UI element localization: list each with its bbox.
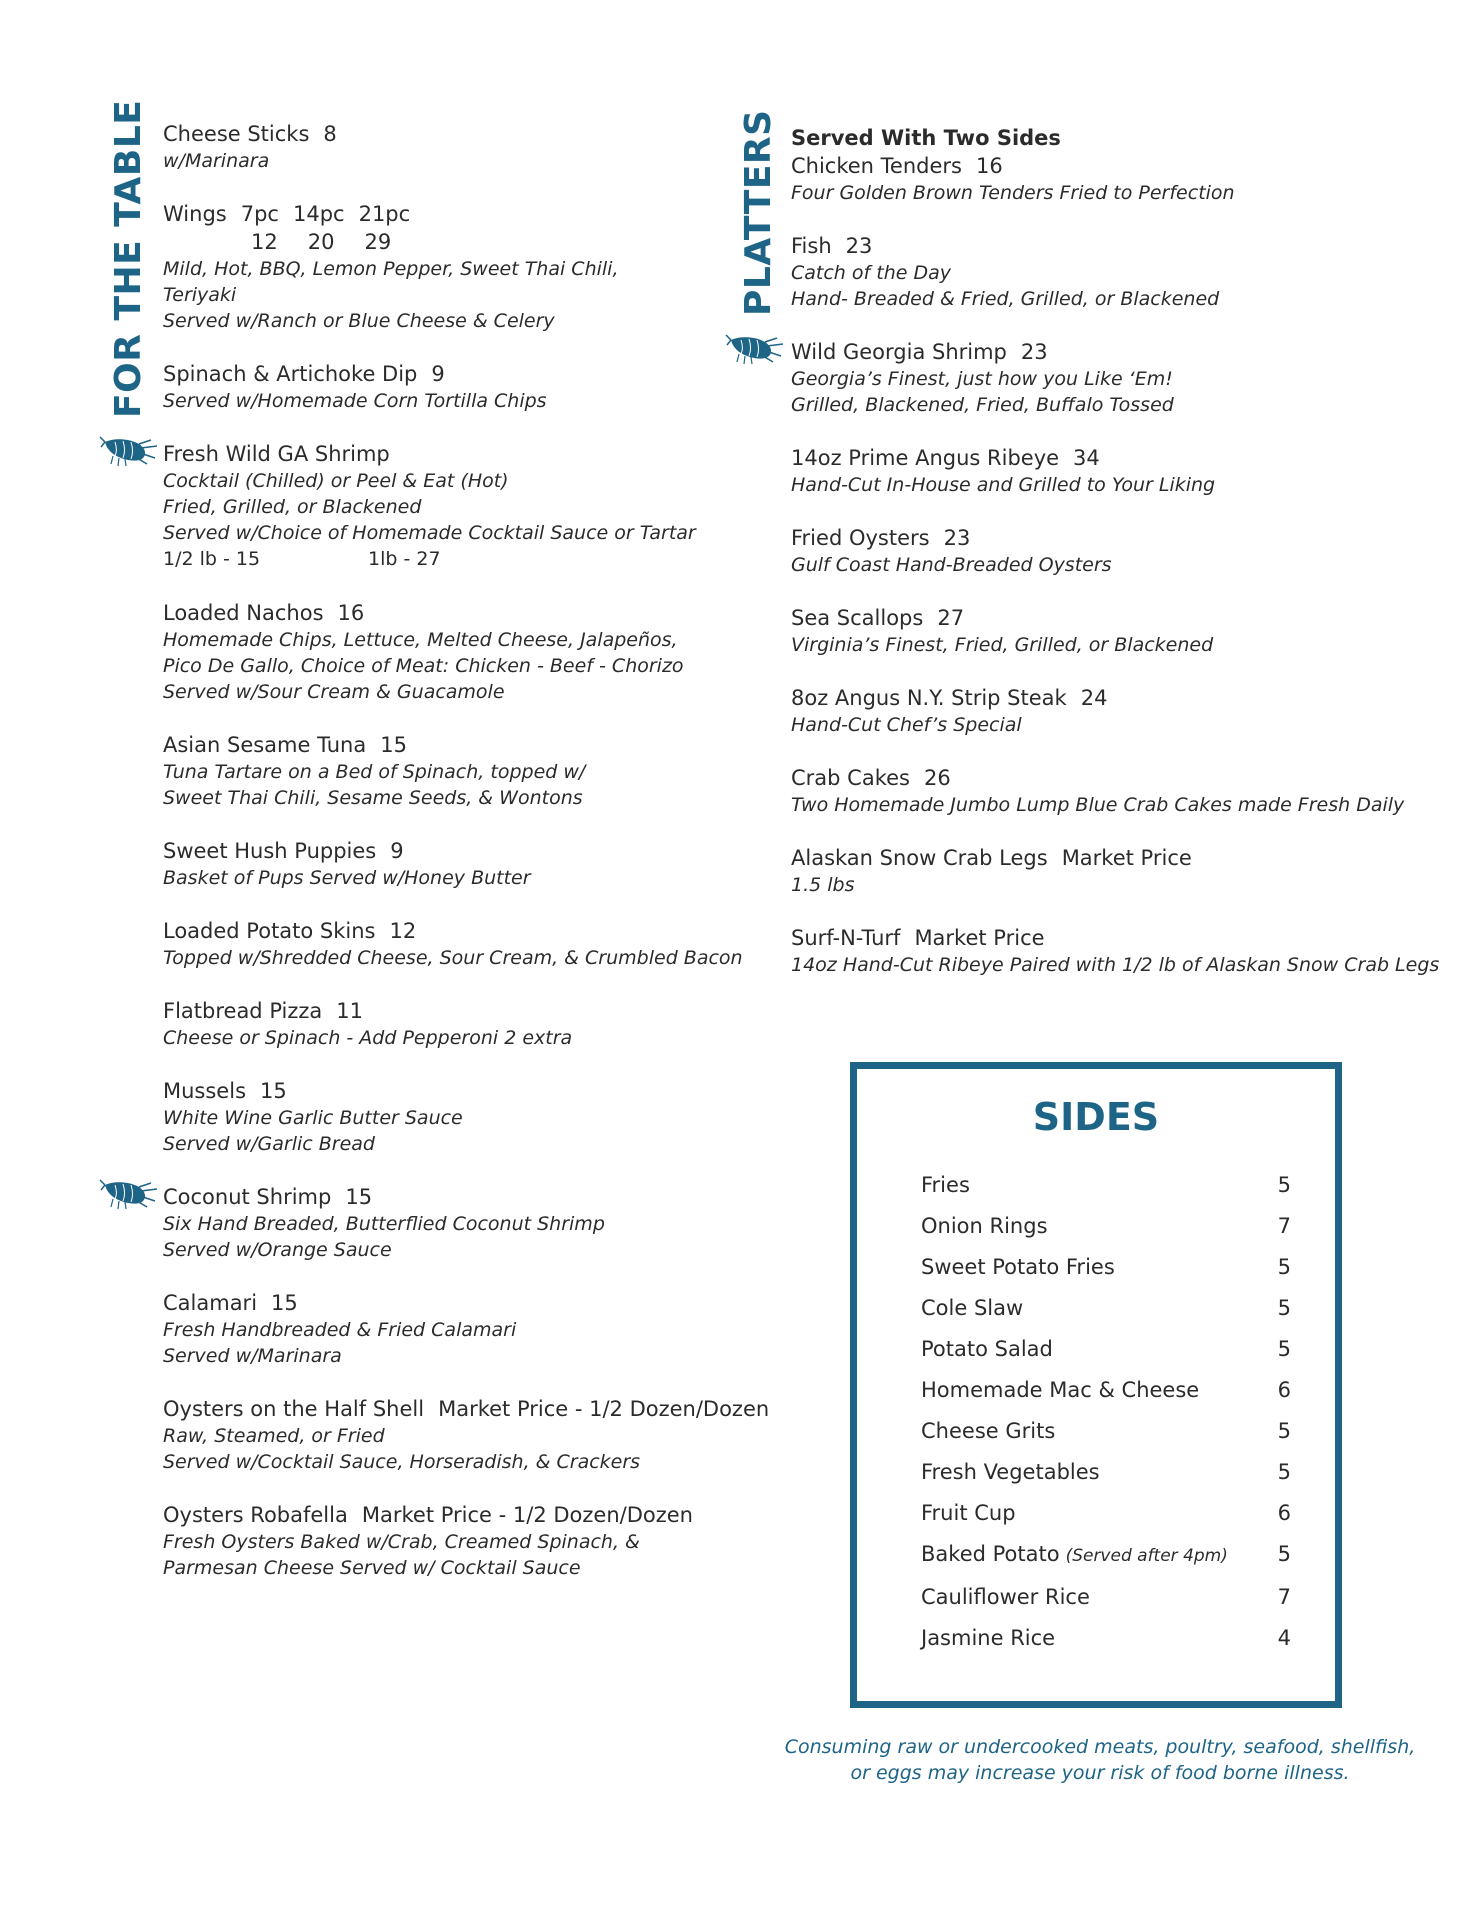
item-description: Hand-Cut In-House and Grilled to Your Liking (791, 474, 1216, 496)
menu-item (163, 599, 763, 705)
side-name (921, 1247, 1115, 1288)
section-label-platters: PLATTERS (738, 109, 779, 316)
item-price: Market Price - 1/2 Dozen/Dozen (438, 1397, 770, 1421)
item-name: Cheese Sticks (163, 122, 310, 146)
item-price: 15 (271, 1291, 298, 1315)
item-description: Gulf Coast Hand-Breaded Oysters (791, 554, 1112, 576)
item-description: Two Homemade Jumbo Lump Blue Crab Cakes made Fresh Daily (791, 794, 1405, 816)
item-title-line (163, 917, 763, 945)
item-title-line (163, 599, 763, 627)
item-description: Served w/Ranch or Blue Cheese & Celery (163, 310, 555, 332)
item-price: 26 (923, 766, 951, 790)
side-name-text: Fresh Vegetables (921, 1460, 1100, 1484)
item-title-line (791, 764, 1461, 792)
item-price: Market Price - 1/2 Dozen/Dozen (361, 1503, 693, 1527)
side-name (921, 1288, 1023, 1329)
item-title-line (791, 924, 1461, 952)
item-title-line (163, 997, 763, 1025)
shrimp-icon (99, 434, 161, 468)
side-item (921, 1165, 1291, 1206)
wing-price: 20 (307, 230, 335, 254)
item-name: Loaded Nachos (163, 601, 324, 625)
item-price: 9 (390, 839, 404, 863)
item-name: Alaskan Snow Crab Legs (791, 846, 1048, 870)
side-name (921, 1329, 1053, 1370)
side-name (921, 1577, 1090, 1618)
menu-item (163, 200, 763, 334)
side-name-text: Fries (921, 1173, 970, 1197)
item-description: Topped w/Shredded Cheese, Sour Cream, & Crumbled Bacon (163, 947, 743, 969)
item-name: Fish (791, 234, 832, 258)
wing-size: 7pc (240, 202, 279, 226)
item-description: w/Marinara (163, 150, 270, 172)
item-name: Chicken Tenders (791, 154, 962, 178)
item-title-line (791, 684, 1461, 712)
side-price: 5 (1277, 1173, 1291, 1197)
side-price: 5 (1277, 1296, 1291, 1320)
item-description: Served w/Sour Cream & Guacamole (163, 681, 505, 703)
menu-item (163, 120, 763, 174)
item-description: 14oz Hand-Cut Ribeye Paired with 1/2 lb of Alaskan Snow Crab Legs (791, 954, 1440, 976)
item-description: Teriyaki (163, 284, 237, 306)
side-name (921, 1411, 1055, 1452)
side-item (921, 1493, 1291, 1534)
item-description: Pico De Gallo, Choice of Meat: Chicken - Beef - Chorizo (163, 655, 684, 677)
side-item (921, 1206, 1291, 1247)
item-description: Served w/Cocktail Sauce, Horseradish, & Crackers (163, 1451, 641, 1473)
item-title-line (163, 1077, 763, 1105)
side-price: 7 (1277, 1585, 1291, 1609)
side-name (921, 1493, 1016, 1534)
item-name: Crab Cakes (791, 766, 910, 790)
item-price: 15 (380, 733, 407, 757)
item-name: Spinach & Artichoke Dip (163, 362, 418, 386)
menu-item (791, 152, 1461, 206)
item-price: 16 (337, 601, 365, 625)
side-name-text: Onion Rings (921, 1214, 1048, 1238)
side-price: 7 (1277, 1214, 1291, 1238)
item-name: 8oz Angus N.Y. Strip Steak (791, 686, 1067, 710)
food-safety-note (770, 1734, 1430, 1786)
item-description: Parmesan Cheese Served w/ Cocktail Sauce (163, 1557, 581, 1579)
item-price: 11 (336, 999, 363, 1023)
item-title-line (163, 440, 763, 468)
side-name-text: Jasmine Rice (921, 1626, 1056, 1650)
side-name (921, 1452, 1100, 1493)
side-price: 6 (1277, 1501, 1291, 1525)
shrimp-icon (725, 332, 787, 366)
item-title-line (163, 1395, 770, 1423)
platters-heading: Served With Two Sides (791, 126, 1061, 150)
item-name: Oysters Robafella (163, 1503, 348, 1527)
item-title-line (791, 232, 1461, 260)
side-name-text: Sweet Potato Fries (921, 1255, 1115, 1279)
item-description: Mild, Hot, BBQ, Lemon Pepper, Sweet Thai Chili, (163, 258, 619, 280)
menu-item (163, 360, 763, 414)
item-description: Fried, Grilled, or Blackened (163, 496, 422, 518)
menu-item (791, 684, 1461, 738)
item-title-line (791, 524, 1461, 552)
item-description: Served w/Orange Sauce (163, 1239, 392, 1261)
menu-item (163, 997, 763, 1051)
food-safety-note-line: Consuming raw or undercooked meats, poultry, seafood, shellfish, (784, 1736, 1416, 1758)
item-size-price: 1/2 lb - 15 (163, 548, 261, 570)
item-title-line (163, 731, 763, 759)
item-title-line (163, 200, 763, 228)
item-name: Surf-N-Turf (791, 926, 901, 950)
item-description: Basket of Pups Served w/Honey Butter (163, 867, 531, 889)
item-price: 8 (323, 122, 337, 146)
wing-size: 21pc (358, 202, 411, 226)
side-item (921, 1247, 1291, 1288)
menu-item (163, 1077, 763, 1157)
item-name: Mussels (163, 1079, 247, 1103)
item-description: Cocktail (Chilled) or Peel & Eat (Hot) (163, 470, 509, 492)
item-description: Grilled, Blackened, Fried, Buffalo Tossed (791, 394, 1174, 416)
menu-item (163, 917, 763, 971)
menu-item (791, 924, 1461, 978)
item-description: Virginia’s Finest, Fried, Grilled, or Blackened (791, 634, 1214, 656)
item-description: Fresh Oysters Baked w/Crab, Creamed Spinach, & (163, 1531, 640, 1553)
menu-item (163, 1289, 763, 1369)
menu-item (163, 837, 763, 891)
wing-prices (163, 228, 763, 256)
item-title-line (163, 1289, 763, 1317)
item-price: 9 (431, 362, 445, 386)
item-description: Catch of the Day (791, 262, 951, 284)
item-description: Served w/Garlic Bread (163, 1133, 375, 1155)
side-name-text: Cole Slaw (921, 1296, 1024, 1320)
side-name-text: Homemade Mac & Cheese (921, 1378, 1200, 1402)
side-item (921, 1618, 1291, 1659)
item-description: Four Golden Brown Tenders Fried to Perfection (791, 182, 1235, 204)
food-safety-note-line: or eggs may increase your risk of food borne illness. (850, 1762, 1350, 1784)
item-name: Sea Scallops (791, 606, 924, 630)
wing-size: 14pc (292, 202, 345, 226)
menu-item (791, 844, 1461, 898)
item-sizes (163, 546, 763, 573)
item-price: Market Price (1061, 846, 1192, 870)
side-price: 5 (1277, 1542, 1291, 1566)
item-price: 15 (345, 1185, 373, 1209)
item-description: White Wine Garlic Butter Sauce (163, 1107, 463, 1129)
menu-item (163, 1183, 763, 1263)
item-description: Fresh Handbreaded & Fried Calamari (163, 1319, 517, 1341)
item-description: Served w/Homemade Corn Tortilla Chips (163, 390, 547, 412)
side-name (921, 1618, 1055, 1659)
side-price: 5 (1277, 1419, 1291, 1443)
item-name: Coconut Shrimp (163, 1185, 332, 1209)
menu-item (163, 1395, 770, 1475)
side-note: (Served after 4pm) (1065, 1546, 1228, 1566)
section-label-for-the-table: FOR THE TABLE (108, 99, 149, 418)
side-name (921, 1370, 1199, 1411)
side-price: 5 (1277, 1337, 1291, 1361)
item-price: 15 (260, 1079, 287, 1103)
item-description: Tuna Tartare on a Bed of Spinach, topped w/ (163, 761, 586, 783)
item-description: Six Hand Breaded, Butterflied Coconut Shrimp (163, 1213, 605, 1235)
menu-item (791, 604, 1461, 658)
item-price: 16 (975, 154, 1003, 178)
side-name-text: Baked Potato (921, 1542, 1060, 1566)
item-description: Sweet Thai Chili, Sesame Seeds, & Wontons (163, 787, 583, 809)
side-name (921, 1534, 1228, 1577)
for-the-table-column (163, 120, 770, 1607)
item-price: 24 (1080, 686, 1108, 710)
side-name (921, 1165, 970, 1206)
item-title-line (791, 844, 1461, 872)
side-item (921, 1534, 1291, 1577)
item-title-line (163, 1501, 763, 1529)
item-name: 14oz Prime Angus Ribeye (791, 446, 1060, 470)
item-title-line (791, 338, 1461, 366)
platters-column (791, 124, 1461, 1004)
item-title-line (791, 604, 1461, 632)
side-item (921, 1452, 1291, 1493)
side-price: 5 (1277, 1460, 1291, 1484)
item-description: Georgia’s Finest, just how you Like ‘Em! (791, 368, 1173, 390)
wing-price: 29 (364, 230, 392, 254)
item-price: 23 (943, 526, 971, 550)
side-name-text: Cauliflower Rice (921, 1585, 1090, 1609)
menu-item (163, 440, 763, 573)
side-price: 6 (1277, 1378, 1291, 1402)
item-price: 27 (937, 606, 965, 630)
side-item (921, 1577, 1291, 1618)
menu-item (791, 338, 1461, 418)
item-name: Fried Oysters (791, 526, 930, 550)
item-title-line (163, 837, 763, 865)
item-price: Market Price (914, 926, 1045, 950)
menu-item (791, 524, 1461, 578)
wing-price: 12 (251, 230, 278, 254)
item-description: Served w/Choice of Homemade Cocktail Sauce or Tartar (163, 522, 696, 544)
item-title-line (163, 120, 763, 148)
item-description: Homemade Chips, Lettuce, Melted Cheese, Jalapeños, (163, 629, 678, 651)
item-price: 23 (1020, 340, 1048, 364)
item-description: 1.5 lbs (791, 874, 855, 896)
item-name: Calamari (163, 1291, 258, 1315)
side-item (921, 1329, 1291, 1370)
menu-item (791, 764, 1461, 818)
item-description: Cheese or Spinach - Add Pepperoni 2 extra (163, 1027, 573, 1049)
menu-item (163, 1501, 763, 1581)
item-price: 12 (389, 919, 417, 943)
item-title-line (163, 1183, 763, 1211)
side-name (921, 1206, 1048, 1247)
item-price: 23 (845, 234, 873, 258)
item-name: Sweet Hush Puppies (163, 839, 377, 863)
side-name-text: Fruit Cup (921, 1501, 1016, 1525)
side-item (921, 1288, 1291, 1329)
side-item (921, 1411, 1291, 1452)
side-price: 5 (1277, 1255, 1291, 1279)
item-name: Fresh Wild GA Shrimp (163, 442, 390, 466)
item-name: Loaded Potato Skins (163, 919, 376, 943)
item-title-line (791, 444, 1461, 472)
side-name-text: Cheese Grits (921, 1419, 1056, 1443)
sides-list (921, 1165, 1291, 1659)
item-price: 34 (1073, 446, 1100, 470)
item-description: Hand-Cut Chef’s Special (791, 714, 1022, 736)
sides-title: SIDES (1032, 1095, 1160, 1139)
side-price: 4 (1277, 1626, 1291, 1650)
item-name: Asian Sesame Tuna (163, 733, 367, 757)
menu-item (791, 444, 1461, 498)
item-title-line (791, 152, 1461, 180)
item-name: Wings (163, 202, 227, 226)
side-item (921, 1370, 1291, 1411)
item-description: Hand- Breaded & Fried, Grilled, or Blackened (791, 288, 1220, 310)
item-name: Oysters on the Half Shell (163, 1397, 425, 1421)
sides-box (850, 1062, 1342, 1708)
item-size-price: 1lb - 27 (368, 548, 441, 570)
item-title-line (163, 360, 763, 388)
menu-item (791, 232, 1461, 312)
shrimp-icon (99, 1177, 161, 1211)
item-name: Flatbread Pizza (163, 999, 323, 1023)
menu-item (163, 731, 763, 811)
item-description: Served w/Marinara (163, 1345, 342, 1367)
side-name-text: Potato Salad (921, 1337, 1053, 1361)
item-name: Wild Georgia Shrimp (791, 340, 1007, 364)
item-description: Raw, Steamed, or Fried (163, 1425, 385, 1447)
